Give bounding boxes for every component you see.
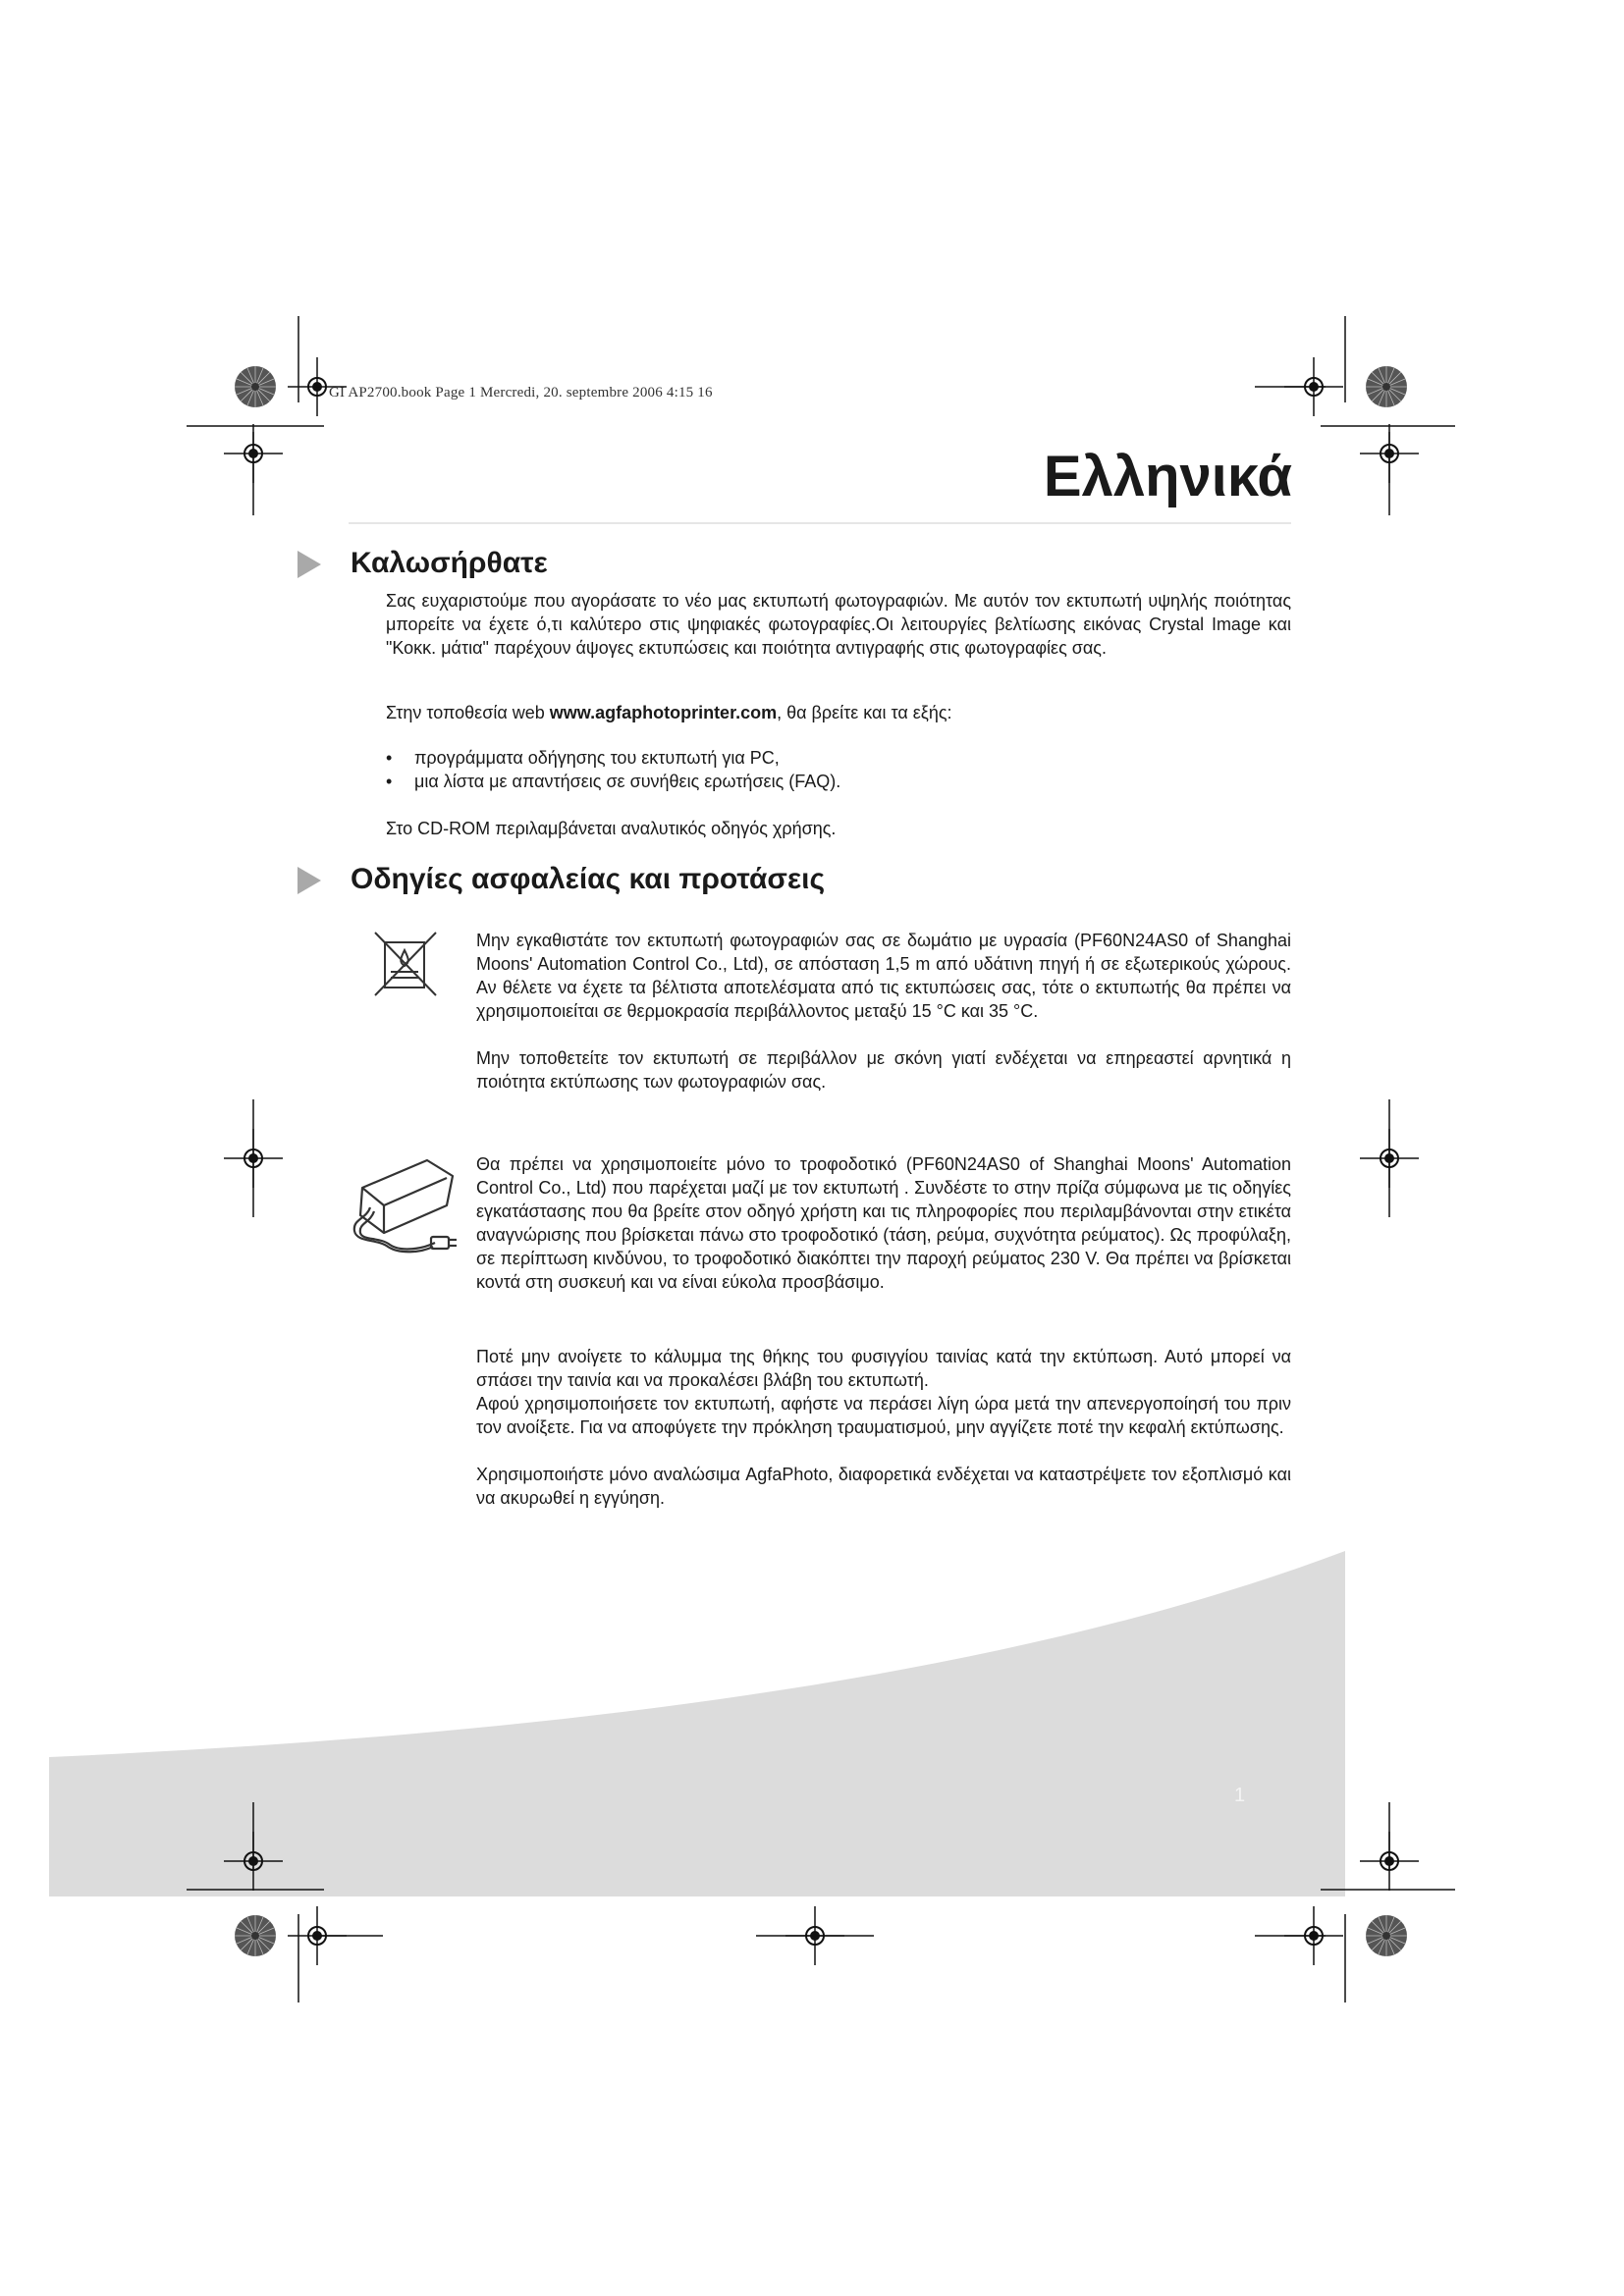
- footer-band: [49, 1551, 1345, 1896]
- welcome-heading: Καλωσήρθατε: [351, 547, 548, 579]
- power-adapter-icon: [349, 1150, 466, 1268]
- humidity-warning: Μην εγκαθιστάτε τον εκτυπωτή φωτογραφιών σας σε δωμάτιο με υγρασία (PF60N24AS0 of Shanghai Moons' Automation Control Co., Ltd), σε απόσταση 1,5 m από υδάτινη πηγή ή σε εξωτερικούς χώρους. Αν θέλετε να έχετε τα βέλτιστα αποτελέσματα από τις εκτυπώσεις σας, τότε ο εκτυπωτής θα πρέπει να χρησιμοποιείται σε θερμοκρασία περιβάλλοντος μεταξύ 15 °C και 35 °C.: [476, 931, 1291, 1021]
- welcome-intro: Σας ευχαριστούμε που αγοράσατε το νέο μας εκτυπωτή φωτογραφιών. Με αυτόν τον εκτυπωτή υψηλής ποιότητας μπορείτε να έχετε ό,τι καλύτερο στις ψηφιακές φωτογραφίες.Οι λειτουργίες βελτίωσης εικόνας Crystal Image και "Κοκκ. μάτια" παρέχουν άψογες εκτυπώσεις και ποιότητα αντιγραφής στις φωτογραφίες σας.: [386, 591, 1291, 658]
- website-url[interactable]: www.agfaphotoprinter.com: [549, 703, 778, 722]
- consumables-warning: Χρησιμοποιήστε μόνο αναλώσιμα AgfaPhoto, διαφορετικά ενδέχεται να καταστρέψετε τον εξοπλισμό και να ακυρωθεί η εγγύηση.: [476, 1465, 1291, 1508]
- dust-warning: Μην τοποθετείτε τον εκτυπωτή σε περιβάλλον με σκόνη γιατί ενδέχεται να επηρεαστεί αρνητικά η ποιότητα εκτύπωσης των φωτογραφιών σας.: [476, 1048, 1291, 1092]
- no-humidity-icon: [371, 929, 440, 999]
- cdrom-note: Στο CD-ROM περιλαμβάνεται αναλυτικός οδηγός χρήσης.: [386, 819, 837, 838]
- cooldown-warning: Αφού χρησιμοποιήσετε τον εκτυπωτή, αφήστε να περάσει λίγη ώρα μετά την απενεργοποίησή του πριν τον ανοίξετε. Για να αποφύγετε την πρόκληση τραυματισμού, μην αγγίζετε ποτέ την κεφαλή εκτύπωσης.: [476, 1394, 1291, 1437]
- website-text-after: , θα βρείτε και τα εξής:: [777, 703, 952, 722]
- registration-star-bottom-right: [1366, 1915, 1407, 1956]
- title-divider: [349, 522, 1291, 524]
- registration-star-bottom-left: [235, 1915, 276, 1956]
- website-feature-list: [386, 746, 1291, 793]
- section-arrow-icon: [298, 867, 321, 894]
- power-adapter-warning: Θα πρέπει να χρησιμοποιείτε μόνο το τροφοδοτικό (PF60N24AS0 of Shanghai Moons' Automation Control Co., Ltd) που παρέχεται μαζί με τον εκτυπωτή . Συνδέστε το στην πρίζα σύμφωνα με τις οδηγίες εγκατάστασης που θα βρείτε στον οδηγό χρήστη και τις πληροφορίες που περιλαμβάνονται στην ετικέτα αναγνώρισης που βρίσκεται πάνω στο τροφοδοτικό (τάση, ρεύμα, συχνότητα ρεύματος). Ως προφύλαξη, σε περίπτωση κινδύνου, το τροφοδοτικό διακόπτει την παροχή ρεύματος 230 V. Θα πρέπει να βρίσκεται κοντά στη συσκευή και να είναι εύκολα προσβάσιμο.: [476, 1154, 1291, 1292]
- registration-star-top-left: [235, 366, 276, 407]
- registration-star-top-right: [1366, 366, 1407, 407]
- list-item: • μια λίστα με απαντήσεις σε συνήθεις ερωτήσεις (FAQ).: [386, 770, 1291, 793]
- page-language-title: Ελληνικά: [1043, 445, 1292, 508]
- section-arrow-icon: [298, 551, 321, 578]
- page-number: 1: [1234, 1785, 1246, 1806]
- print-file-info: GI AP2700.book Page 1 Mercredi, 20. septembre 2006 4:15 16: [329, 385, 713, 400]
- safety-heading: Οδηγίες ασφαλείας και προτάσεις: [351, 863, 826, 895]
- cover-warning: Ποτέ μην ανοίγετε το κάλυμμα της θήκης του φυσιγγίου ταινίας κατά την εκτύπωση. Αυτό μπορεί να σπάσει την ταινία και να προκαλέσει βλάβη του εκτυπωτή.: [476, 1347, 1291, 1390]
- list-item: • προγράμματα οδήγησης του εκτυπωτή για PC,: [386, 746, 1291, 770]
- website-text-before: Στην τοποθεσία web: [386, 703, 550, 722]
- website-line: [386, 701, 1291, 724]
